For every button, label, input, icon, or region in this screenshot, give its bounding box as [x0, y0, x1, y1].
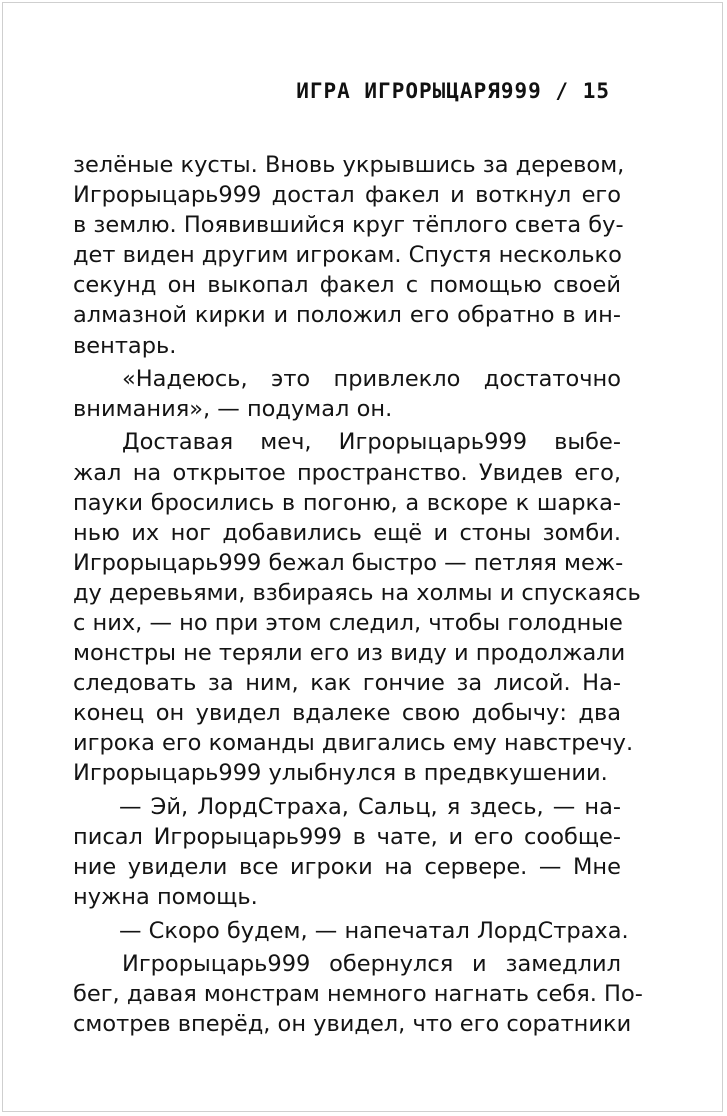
text-line: нью их ног добавились ещё и стоны зомби.	[73, 519, 621, 546]
text-line: дет виден другим игрокам. Спустя несколько	[73, 242, 622, 269]
text-line: Игрорыцарь999 бежал быстро — петляя меж-	[73, 549, 624, 576]
text-line: алмазной кирки и положил его обратно в ин-	[73, 302, 621, 329]
body-text	[73, 150, 643, 1039]
text-line: смотрев вперёд, он увидел, что его соратники	[73, 1011, 632, 1038]
text-line: — Скоро будем, — напечатал ЛордСтраха.	[119, 917, 629, 944]
text-line: монстры не теряли его из виду и продолжали	[73, 640, 626, 667]
text-line: писал Игрорыцарь999 в чате, и его сообще-	[73, 823, 621, 850]
text-line: пауки бросились в погоню, а вскоре к шарка-	[73, 489, 621, 516]
text-line: с них, — но при этом следил, чтобы голодные	[73, 610, 623, 636]
running-header: ИГРА ИГРОРЫЦАРЯ999 / 15	[296, 79, 610, 103]
text-line: ние увидели все игроки на сервере. — Мне	[73, 854, 621, 881]
text-line: секунд он выкопал факел с помощью своей	[73, 272, 621, 299]
text-line: внимания», — подумал он.	[73, 396, 393, 423]
text-line: в землю. Появившийся круг тёплого света бу-	[73, 212, 624, 239]
text-line: игрока его команды двигались ему навстречу.	[73, 730, 634, 757]
text-line: жал на открытое пространство. Увидев его,	[73, 459, 621, 486]
text-line: вентарь.	[73, 332, 177, 359]
text-line: ду деревьями, взбираясь на холмы и спускаясь	[73, 579, 641, 606]
text-line: конец он увидел вдалеке свою добычу: два	[73, 700, 621, 727]
text-line: — Эй, ЛордСтраха, Сальц, я здесь, — на-	[119, 793, 621, 820]
text-line: «Надеюсь, это привлекло достаточно	[122, 365, 621, 392]
text-line: бег, давая монстрам немного нагнать себя. По-	[73, 981, 643, 1008]
text-line: следовать за ним, как гончие за лисой. На-	[73, 670, 621, 697]
text-line: нужна помощь.	[73, 884, 258, 911]
text-line: Игрорыцарь999 достал факел и воткнул его	[73, 182, 621, 209]
book-page	[2, 2, 723, 1112]
text-line: Доставая меч, Игрорыцарь999 выбе-	[122, 429, 621, 456]
text-line: Игрорыцарь999 улыбнулся в предвкушении.	[73, 760, 608, 787]
text-line: Игрорыцарь999 обернулся и замедлил	[122, 950, 621, 977]
text-line: зелёные кусты. Вновь укрывшись за деревом,	[73, 152, 625, 178]
